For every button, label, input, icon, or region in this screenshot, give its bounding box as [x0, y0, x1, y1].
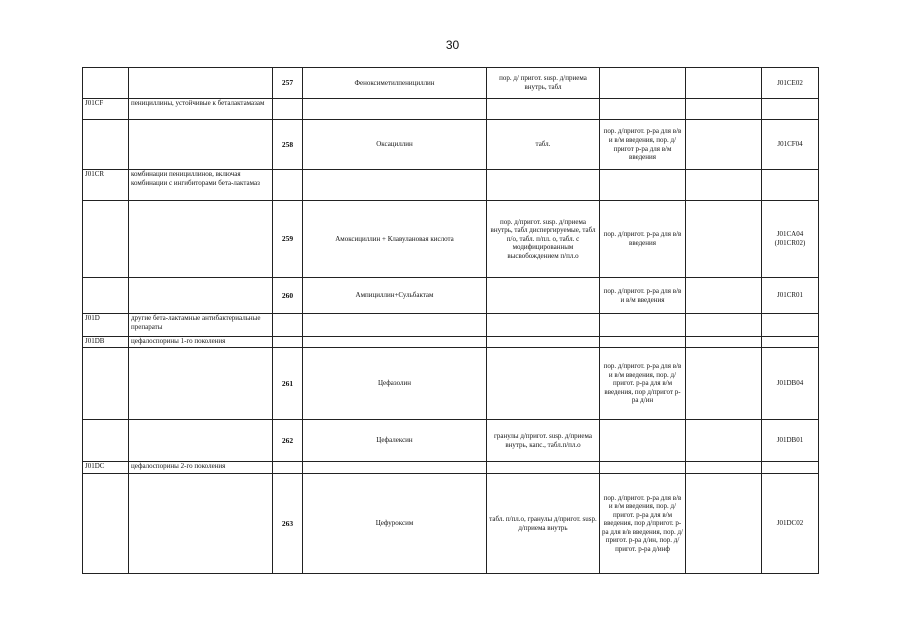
extra-cell: [686, 201, 762, 278]
atc-group-name: другие бета-лактамные антибактериальные препараты: [129, 314, 273, 337]
row-number: 259: [273, 201, 303, 278]
drug-name: [303, 314, 487, 337]
dosage-form-injection: [600, 68, 686, 99]
drug-list-table: [82, 67, 819, 574]
atc-group-code: J01CR: [83, 170, 129, 201]
page-number: 30: [445, 38, 460, 52]
drug-name: Цефазолин: [303, 348, 487, 420]
dosage-form-injection: [600, 99, 686, 120]
atc-group-code: J01CF: [83, 99, 129, 120]
dosage-form-injection: пор. д/пригот. р-ра для в/в и в/м введения, пор. д/пригот. р-ра для в/м введения, пор д/пригот. р-ра для в/в введения, пор. д/пригот. р-ра д/ин, пор. д/пригот. р-ра д/инф: [600, 474, 686, 574]
extra-cell: [686, 348, 762, 420]
table-row: [83, 68, 819, 99]
dosage-form-oral: [487, 314, 600, 337]
atc-group-code: [83, 278, 129, 314]
dosage-form-oral: гранулы д/пригот. susp. д/приема внутрь, капс., табл.п/пл.о: [487, 420, 600, 462]
atc-code: [762, 99, 819, 120]
row-number: [273, 337, 303, 348]
row-number: 257: [273, 68, 303, 99]
row-number: 263: [273, 474, 303, 574]
atc-code: [762, 462, 819, 474]
atc-code: [762, 170, 819, 201]
dosage-form-injection: [600, 314, 686, 337]
extra-cell: [686, 420, 762, 462]
table-row: [83, 201, 819, 278]
row-number: [273, 170, 303, 201]
atc-code: [762, 337, 819, 348]
extra-cell: [686, 337, 762, 348]
table-row: [83, 314, 819, 337]
dosage-form-injection: пор. д/пригот. р-ра для в/в и в/м введения, пор. д/пригот. р-ра для в/м введения, пор д/пригот р-ра д/ин: [600, 348, 686, 420]
extra-cell: [686, 99, 762, 120]
extra-cell: [686, 170, 762, 201]
extra-cell: [686, 474, 762, 574]
atc-group-name: пенициллины, устойчивые к беталактамазам: [129, 99, 273, 120]
row-number: [273, 314, 303, 337]
drug-name: [303, 462, 487, 474]
dosage-form-oral: [487, 278, 600, 314]
dosage-form-injection: пор. д/пригот. р-ра для в/в и в/м введения, пор. д/пригот р-ра для в/м введения: [600, 120, 686, 170]
atc-group-name: [129, 120, 273, 170]
atc-group-code: [83, 474, 129, 574]
drug-name: Феноксиметилпенициллин: [303, 68, 487, 99]
atc-code: J01DB01: [762, 420, 819, 462]
dosage-form-oral: пор. д/ пригот. susp. д/приема внутрь, табл: [487, 68, 600, 99]
drug-name: Цефалексин: [303, 420, 487, 462]
atc-group-code: [83, 120, 129, 170]
row-number: 258: [273, 120, 303, 170]
atc-code: J01DC02: [762, 474, 819, 574]
atc-group-name: цефалоспорины 1-го поколения: [129, 337, 273, 348]
dosage-form-oral: табл. п/пл.о, гранулы д/пригот. susp. д/приема внутрь: [487, 474, 600, 574]
row-number: 260: [273, 278, 303, 314]
dosage-form-oral: табл.: [487, 120, 600, 170]
atc-group-code: J01DC: [83, 462, 129, 474]
atc-group-code: [83, 348, 129, 420]
dosage-form-oral: [487, 337, 600, 348]
dosage-form-injection: [600, 337, 686, 348]
dosage-form-oral: [487, 170, 600, 201]
table-row: [83, 348, 819, 420]
drug-name: [303, 337, 487, 348]
drug-name: Цефуроксим: [303, 474, 487, 574]
atc-group-name: [129, 201, 273, 278]
extra-cell: [686, 462, 762, 474]
atc-group-name: комбинации пенициллинов, включая комбинации с ингибиторами бета-лактамаз: [129, 170, 273, 201]
atc-group-code: [83, 68, 129, 99]
drug-name: [303, 170, 487, 201]
atc-code: [762, 314, 819, 337]
dosage-form-oral: [487, 99, 600, 120]
dosage-form-oral: пор. д/пригот. susp. д/приема внутрь, табл диспергируемые, табл п/о, табл. п/пл. о, табл. с модифицированным высвобождением п/пл.о: [487, 201, 600, 278]
table-row: [83, 278, 819, 314]
extra-cell: [686, 314, 762, 337]
dosage-form-oral: [487, 348, 600, 420]
drug-name: [303, 99, 487, 120]
atc-code: J01CA04 (J01CR02): [762, 201, 819, 278]
atc-code: J01CR01: [762, 278, 819, 314]
extra-cell: [686, 120, 762, 170]
dosage-form-injection: [600, 170, 686, 201]
atc-group-name: [129, 348, 273, 420]
drug-name: Ампициллин+Сульбактам: [303, 278, 487, 314]
dosage-form-injection: [600, 420, 686, 462]
row-number: 261: [273, 348, 303, 420]
table-row: [83, 337, 819, 348]
table-row: [83, 120, 819, 170]
atc-group-name: [129, 278, 273, 314]
row-number: 262: [273, 420, 303, 462]
atc-group-code: [83, 201, 129, 278]
table-row: [83, 462, 819, 474]
table-row: [83, 420, 819, 462]
dosage-form-oral: [487, 462, 600, 474]
atc-group-code: [83, 420, 129, 462]
atc-group-code: J01DB: [83, 337, 129, 348]
dosage-form-injection: пор. д/пригот. р-ра для в/в и в/м введения: [600, 278, 686, 314]
atc-group-code: J01D: [83, 314, 129, 337]
atc-group-name: [129, 474, 273, 574]
dosage-form-injection: [600, 462, 686, 474]
table-row: [83, 99, 819, 120]
atc-group-name: [129, 68, 273, 99]
atc-group-name: цефалоспорины 2-го поколения: [129, 462, 273, 474]
extra-cell: [686, 68, 762, 99]
atc-code: J01DB04: [762, 348, 819, 420]
atc-group-name: [129, 420, 273, 462]
row-number: [273, 99, 303, 120]
atc-code: J01CE02: [762, 68, 819, 99]
row-number: [273, 462, 303, 474]
drug-name: Амоксициллин + Клавулановая кислота: [303, 201, 487, 278]
dosage-form-injection: пор. д/пригот. р-ра для в/в введения: [600, 201, 686, 278]
table-row: [83, 170, 819, 201]
atc-code: J01CF04: [762, 120, 819, 170]
table-row: [83, 474, 819, 574]
extra-cell: [686, 278, 762, 314]
drug-name: Оксациллин: [303, 120, 487, 170]
